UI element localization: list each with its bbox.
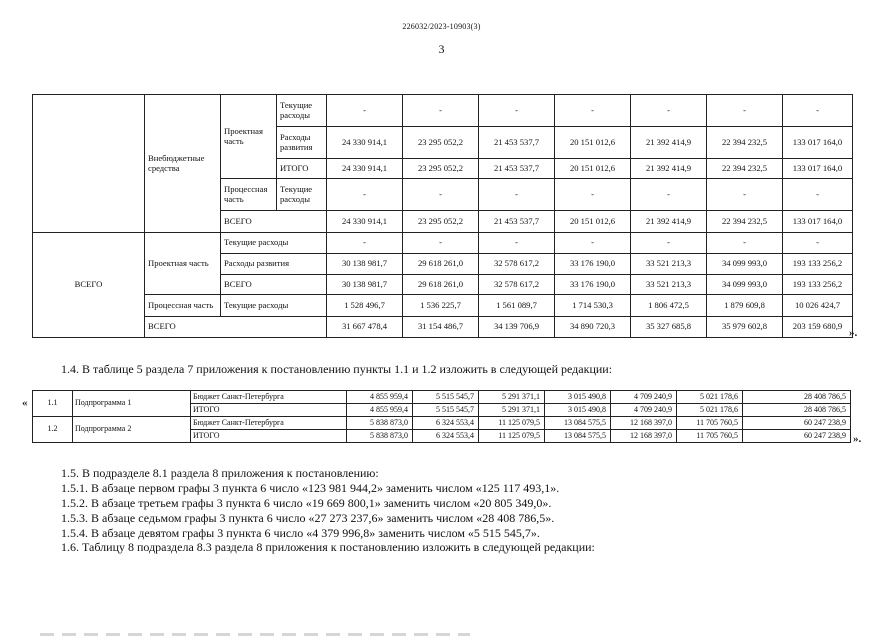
value-cell: - — [707, 233, 783, 254]
label-cell: ВСЕГО — [33, 233, 145, 338]
value-cell: - — [631, 233, 707, 254]
value-cell: - — [783, 179, 853, 211]
value-cell: 30 138 981,7 — [327, 275, 403, 295]
scan-artifact — [40, 633, 470, 636]
value-cell: 22 394 232,5 — [707, 127, 783, 159]
value-cell: 5 515 545,7 — [413, 404, 479, 417]
subprogram-table — [32, 390, 851, 443]
value-cell: 33 176 190,0 — [555, 275, 631, 295]
label-cell: Бюджет Санкт-Петербурга — [191, 391, 347, 404]
value-cell: 29 618 261,0 — [403, 275, 479, 295]
paragraph-1-5-2: 1.5.2. В абзаце третьем графы 3 пункта 6 число «19 669 800,1» заменить числом «20 805 349,0». — [61, 496, 552, 510]
label-cell: Подпрограмма 2 — [73, 417, 191, 443]
value-cell: 21 392 414,9 — [631, 211, 707, 233]
label-cell: 1.2 — [33, 417, 73, 443]
value-cell: 6 324 553,4 — [413, 430, 479, 443]
value-cell: 5 838 873,0 — [347, 430, 413, 443]
label-cell: Расходы развития — [277, 127, 327, 159]
value-cell: - — [783, 95, 853, 127]
label-cell: Текущие расходы — [277, 179, 327, 211]
value-cell: 24 330 914,1 — [327, 159, 403, 179]
value-cell: - — [707, 179, 783, 211]
value-cell: 34 099 993,0 — [707, 254, 783, 275]
value-cell: 20 151 012,6 — [555, 159, 631, 179]
label-cell: Процессная часть — [221, 179, 277, 211]
value-cell: - — [555, 95, 631, 127]
table-row — [33, 391, 851, 404]
value-cell: 22 394 232,5 — [707, 159, 783, 179]
value-cell: 35 979 602,8 — [707, 317, 783, 338]
paragraph-1-5-1: 1.5.1. В абзаце первом графы 3 пункта 6 число «123 981 944,2» заменить числом «125 117 493,1». — [61, 481, 560, 495]
page-number: 3 — [438, 42, 445, 56]
value-cell: - — [479, 95, 555, 127]
value-cell: 203 159 680,9 — [783, 317, 853, 338]
value-cell: 11 705 760,5 — [677, 417, 743, 430]
value-cell: - — [783, 233, 853, 254]
value-cell: 31 667 478,4 — [327, 317, 403, 338]
value-cell: 193 133 256,2 — [783, 275, 853, 295]
value-cell: 1 528 496,7 — [327, 295, 403, 317]
value-cell: 24 330 914,1 — [327, 211, 403, 233]
value-cell: 12 168 397,0 — [611, 417, 677, 430]
value-cell: 23 295 052,2 — [403, 159, 479, 179]
value-cell: - — [479, 179, 555, 211]
value-cell: 11 125 079,5 — [479, 417, 545, 430]
label-cell: Текущие расходы — [221, 295, 327, 317]
value-cell: 21 453 537,7 — [479, 159, 555, 179]
table-row — [33, 95, 853, 127]
value-cell: 4 855 959,4 — [347, 404, 413, 417]
label-cell: Бюджет Санкт-Петербурга — [191, 417, 347, 430]
value-cell: 35 327 685,8 — [631, 317, 707, 338]
value-cell: 21 453 537,7 — [479, 127, 555, 159]
value-cell: 29 618 261,0 — [403, 254, 479, 275]
opening-quote: « — [22, 397, 28, 409]
value-cell: - — [555, 179, 631, 211]
value-cell: 22 394 232,5 — [707, 211, 783, 233]
value-cell: - — [631, 179, 707, 211]
value-cell: 60 247 238,9 — [743, 430, 851, 443]
value-cell: 133 017 164,0 — [783, 127, 853, 159]
value-cell: 33 176 190,0 — [555, 254, 631, 275]
label-cell: 1.1 — [33, 391, 73, 417]
funding-table-continued — [32, 94, 853, 338]
value-cell: 23 295 052,2 — [403, 211, 479, 233]
document-id: 226032/2023-10903(3) — [402, 22, 481, 31]
value-cell: - — [327, 179, 403, 211]
value-cell: 11 125 079,5 — [479, 430, 545, 443]
label-cell: Проектная часть — [221, 95, 277, 179]
value-cell: 23 295 052,2 — [403, 127, 479, 159]
value-cell: 34 139 706,9 — [479, 317, 555, 338]
closing-quote: ». — [853, 433, 862, 445]
value-cell: 1 536 225,7 — [403, 295, 479, 317]
paragraph-1-6: 1.6. Таблицу 8 подраздела 8.3 раздела 8 приложения к постановлению изложить в следующей редакции: — [61, 540, 595, 554]
label-cell: ВСЕГО — [145, 317, 327, 338]
label-cell: ИТОГО — [191, 404, 347, 417]
value-cell: 10 026 424,7 — [783, 295, 853, 317]
value-cell: - — [327, 95, 403, 127]
value-cell: 30 138 981,7 — [327, 254, 403, 275]
label-cell: ВСЕГО — [221, 211, 327, 233]
value-cell: 4 855 959,4 — [347, 391, 413, 404]
label-cell: Процессная часть — [145, 295, 221, 317]
value-cell: 11 705 760,5 — [677, 430, 743, 443]
value-cell: 5 021 178,6 — [677, 404, 743, 417]
value-cell: 5 021 178,6 — [677, 391, 743, 404]
label-cell: ВСЕГО — [221, 275, 327, 295]
value-cell: 5 515 545,7 — [413, 391, 479, 404]
value-cell: 20 151 012,6 — [555, 211, 631, 233]
value-cell: - — [403, 179, 479, 211]
value-cell: 33 521 213,3 — [631, 254, 707, 275]
label-cell: ИТОГО — [191, 430, 347, 443]
table-row — [33, 317, 853, 338]
label-cell: ИТОГО — [277, 159, 327, 179]
value-cell: 6 324 553,4 — [413, 417, 479, 430]
value-cell: 20 151 012,6 — [555, 127, 631, 159]
label-cell: Проектная часть — [145, 233, 221, 295]
value-cell: - — [403, 233, 479, 254]
value-cell: 12 168 397,0 — [611, 430, 677, 443]
label-cell — [33, 95, 145, 233]
value-cell: 32 578 617,2 — [479, 254, 555, 275]
paragraph-1-4: 1.4. В таблице 5 раздела 7 приложения к постановлению пункты 1.1 и 1.2 изложить в следующей редакции: — [61, 362, 613, 376]
paragraph-1-5-4: 1.5.4. В абзаце девятом графы 3 пункта 6 число «4 379 996,8» заменить числом «5 515 545,7». — [61, 526, 540, 540]
value-cell: - — [403, 95, 479, 127]
paragraph-1-5-3: 1.5.3. В абзаце седьмом графы 3 пункта 6 число «27 273 237,6» заменить числом «28 408 786,5». — [61, 511, 555, 525]
value-cell: 4 709 240,9 — [611, 404, 677, 417]
value-cell: 1 806 472,5 — [631, 295, 707, 317]
value-cell: 21 453 537,7 — [479, 211, 555, 233]
value-cell: 193 133 256,2 — [783, 254, 853, 275]
value-cell: 133 017 164,0 — [783, 211, 853, 233]
value-cell: 60 247 238,9 — [743, 417, 851, 430]
value-cell: 5 291 371,1 — [479, 404, 545, 417]
value-cell: 13 084 575,5 — [545, 417, 611, 430]
value-cell: 21 392 414,9 — [631, 159, 707, 179]
value-cell: 3 015 490,8 — [545, 391, 611, 404]
label-cell: Текущие расходы — [277, 95, 327, 127]
value-cell: 28 408 786,5 — [743, 404, 851, 417]
value-cell: 24 330 914,1 — [327, 127, 403, 159]
value-cell: 3 015 490,8 — [545, 404, 611, 417]
label-cell: Внебюджетные средства — [145, 95, 221, 233]
label-cell: Подпрограмма 1 — [73, 391, 191, 417]
value-cell: 5 291 371,1 — [479, 391, 545, 404]
value-cell: - — [631, 95, 707, 127]
value-cell: 34 099 993,0 — [707, 275, 783, 295]
value-cell: 13 084 575,5 — [545, 430, 611, 443]
paragraph-1-5: 1.5. В подразделе 8.1 раздела 8 приложения к постановлению: — [61, 466, 379, 480]
value-cell: 1 879 609,8 — [707, 295, 783, 317]
closing-quote: ». — [849, 327, 858, 339]
value-cell: 5 838 873,0 — [347, 417, 413, 430]
table-row — [33, 295, 853, 317]
value-cell: 1 714 530,3 — [555, 295, 631, 317]
value-cell: 32 578 617,2 — [479, 275, 555, 295]
value-cell: 133 017 164,0 — [783, 159, 853, 179]
value-cell: - — [555, 233, 631, 254]
value-cell: - — [707, 95, 783, 127]
value-cell: 28 408 786,5 — [743, 391, 851, 404]
value-cell: - — [327, 233, 403, 254]
value-cell: 4 709 240,9 — [611, 391, 677, 404]
value-cell: 33 521 213,3 — [631, 275, 707, 295]
value-cell: 31 154 486,7 — [403, 317, 479, 338]
value-cell: - — [479, 233, 555, 254]
value-cell: 34 890 720,3 — [555, 317, 631, 338]
label-cell: Текущие расходы — [221, 233, 327, 254]
value-cell: 1 561 089,7 — [479, 295, 555, 317]
value-cell: 21 392 414,9 — [631, 127, 707, 159]
table-row — [33, 417, 851, 430]
table-row — [33, 233, 853, 254]
label-cell: Расходы развития — [221, 254, 327, 275]
